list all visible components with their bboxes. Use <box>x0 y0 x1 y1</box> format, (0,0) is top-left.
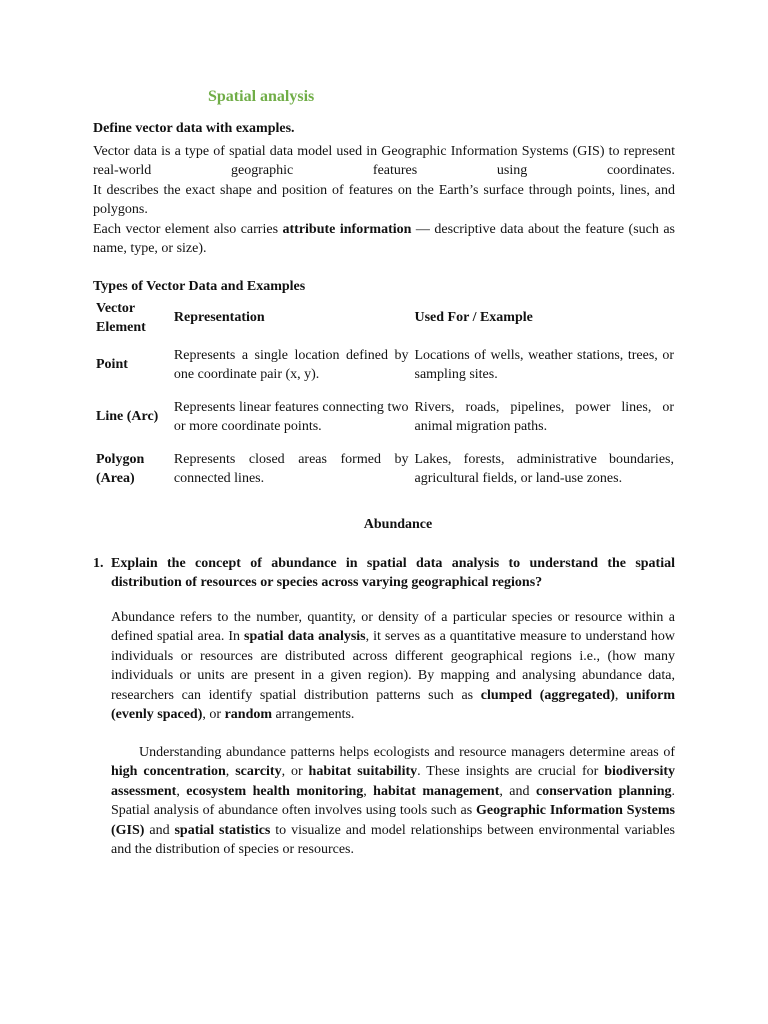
cell-representation: Represents closed areas formed by connected lines. <box>173 451 409 486</box>
cell-representation: Represents a single location defined by one coordinate pair (x, y). <box>173 347 409 382</box>
types-heading: Types of Vector Data and Examples <box>93 279 306 294</box>
header-used-for: Used For / Example <box>414 310 533 326</box>
vector-types-table <box>93 297 677 495</box>
table-row <box>93 339 677 391</box>
table-header-row <box>93 297 677 339</box>
abundance-heading: Abundance <box>363 517 433 532</box>
cell-example: Rivers, roads, pipelines, power lines, or animal migration paths. <box>414 399 674 434</box>
header-representation: Representation <box>173 310 265 326</box>
abundance-question: Explain the concept of abundance in spatial data analysis to understand the spatial distribution of resources or species across varying geographical regions? <box>111 556 675 591</box>
intro-paragraph-1: Vector data is a type of spatial data model used in Geographic Information Systems (GIS) to represent real-world geographic features using coordinates. <box>93 144 675 179</box>
vector-intro <box>93 142 675 258</box>
question-number: 1. <box>93 556 104 571</box>
abundance-paragraph-1: Abundance refers to the number, quantity, or density of a particular species or resource within a defined spatial area. In spatial data analysis, it serves as a quantitative measure to understand how individuals or resources are distributed across different geographical regions i.e., (how many individuals or units are present in a given region). By mapping and analysing abundance data, researchers can identify spatial distribution patterns such as clumped (aggregated), uniform (evenly spaced), or random arrangements. <box>111 610 676 723</box>
question-define-vector: Define vector data with examples. <box>93 121 295 136</box>
table-row <box>93 443 677 495</box>
intro-paragraph-2: It describes the exact shape and position of features on the Earth’s surface through points, lines, and polygons. <box>93 182 675 218</box>
table-row <box>93 391 677 443</box>
page-title: Spatial analysis <box>208 88 315 105</box>
cell-element: Polygon (Area) <box>96 451 145 486</box>
header-vector-element: Vector Element <box>96 300 146 335</box>
attribute-paragraph: Each vector element also carries attribute information — descriptive data about the feature (such as name, type, or size). <box>93 221 675 257</box>
cell-representation: Represents linear features connecting two or more coordinate points. <box>173 399 409 434</box>
cell-example: Locations of wells, weather stations, trees, or sampling sites. <box>414 347 674 382</box>
cell-element: Line (Arc) <box>96 409 159 425</box>
cell-example: Lakes, forests, administrative boundaries, agricultural fields, or land-use zones. <box>414 451 674 486</box>
cell-element: Point <box>96 357 128 373</box>
abundance-paragraph-2: Understanding abundance patterns helps ecologists and resource managers determine areas of high concentration, scarcity, or habitat suitability. These insights are crucial for biodiversity assessment, ecosystem health monitoring, habitat management, and conservation planning. Spatial analysis of abundance often involves using tools such as Geographic Information Systems (GIS) and spatial statistics to visualize and model relationships between environmental variables and the distribution of species or resources. <box>111 745 676 858</box>
